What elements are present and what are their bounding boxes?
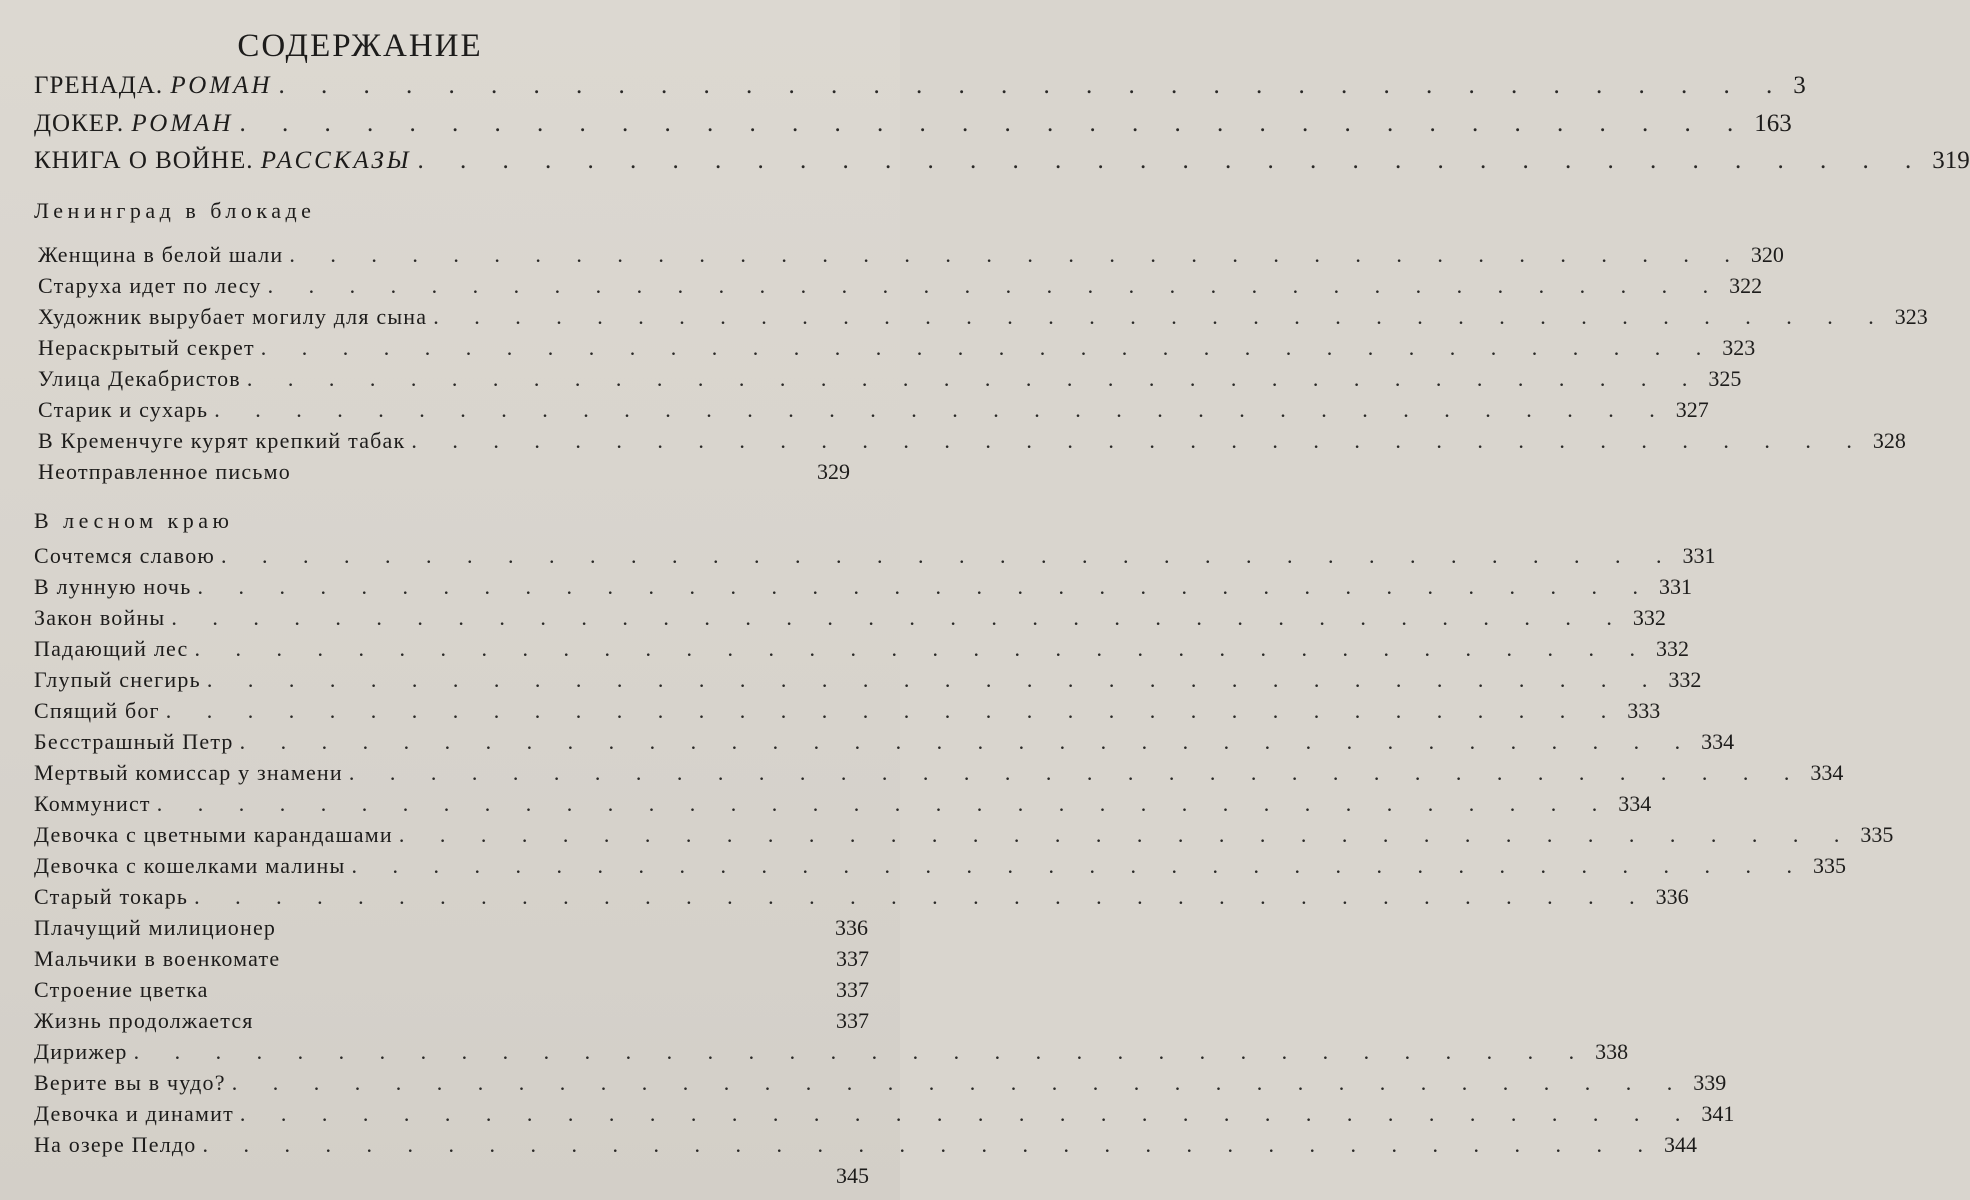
toc-entry: Плачущий милиционер 336 [34, 915, 868, 940]
toc-entry: Бесстрашный Петр . . . . . . . . . . . . . . . . . . . . . . . . . . . . . . . . . . . . 334 [34, 729, 1735, 754]
toc-entry: Верите вы в чудо? . . . . . . . . . . . . . . . . . . . . . . . . . . . . . . . . . . . . 339 [34, 1070, 1727, 1095]
toc-entry: Строение цветка 337 [34, 977, 869, 1002]
toc-entry: Падающий лес . . . . . . . . . . . . . . . . . . . . . . . . . . . . . . . . . . . . 332 [34, 636, 1689, 661]
toc-entry: Закон войны . . . . . . . . . . . . . . . . . . . . . . . . . . . . . . . . . . . . 332 [34, 605, 1666, 630]
page-number: 3 [1793, 72, 1806, 99]
toc-entry: Девочка с кошелками малины . . . . . . . . . . . . . . . . . . . . . . . . . . . . . . . . . . . . 335 [34, 853, 1846, 878]
toc-entry: Мертвый комиссар у знамени . . . . . . . . . . . . . . . . . . . . . . . . . . . . . . . . . . . . 334 [34, 760, 1844, 785]
section-heading: Ленинград в блокаде [34, 198, 316, 223]
toc-entry: Художник вырубает могилу для сына . . . . . . . . . . . . . . . . . . . . . . . . . . . . . . . . . . . . 323 [38, 304, 1928, 329]
toc-entry: Нераскрытый секрет . . . . . . . . . . . . . . . . . . . . . . . . . . . . . . . . . . . . 323 [38, 335, 1756, 360]
toc-entry: Неотправленное письмо 329 [38, 459, 850, 484]
entry-title: ДОКЕР. РОМАН [34, 110, 234, 137]
toc-entry: Девочка и динамит . . . . . . . . . . . . . . . . . . . . . . . . . . . . . . . . . . . . 341 [34, 1101, 1735, 1126]
toc-entry: Старик и сухарь . . . . . . . . . . . . . . . . . . . . . . . . . . . . . . . . . . . . 327 [38, 397, 1709, 422]
toc-entry: Старуха идет по лесу . . . . . . . . . . . . . . . . . . . . . . . . . . . . . . . . . . . . 322 [38, 273, 1763, 298]
toc-entry: Старый токарь . . . . . . . . . . . . . . . . . . . . . . . . . . . . . . . . . . . . 336 [34, 884, 1689, 909]
toc-entry: В Кременчуге курят крепкий табак . . . . . . . . . . . . . . . . . . . . . . . . . . . . . . . . . . . . 328 [38, 428, 1906, 453]
toc-entry: В лунную ночь . . . . . . . . . . . . . . . . . . . . . . . . . . . . . . . . . . . . 331 [34, 574, 1693, 599]
toc-entry: 345 [836, 1163, 869, 1188]
dot-leader: . . . . . . . . . . . . . . . . . . . . . . . . . . . . . . . . . . . . [417, 147, 1927, 174]
toc-entry-kniga [34, 147, 1970, 175]
toc-entry: Жизнь продолжается 337 [34, 1008, 869, 1033]
page-title: СОДЕРЖАНИЕ [237, 28, 483, 64]
toc-entry: Женщина в белой шали . . . . . . . . . . . . . . . . . . . . . . . . . . . . . . . . . . . . 320 [38, 242, 1784, 267]
section-heading: В лесном краю [34, 508, 234, 533]
toc-entry: Глупый снегирь . . . . . . . . . . . . . . . . . . . . . . . . . . . . . . . . . . . . 332 [34, 667, 1702, 692]
page-number: 319 [1932, 147, 1970, 174]
entry-title: ГРЕНАДА. РОМАН [34, 72, 273, 99]
toc-entry-doker [34, 110, 1792, 138]
toc-entry-grenada [34, 72, 1806, 100]
toc-entry: Коммунист . . . . . . . . . . . . . . . . . . . . . . . . . . . . . . . . . . . . 334 [34, 791, 1652, 816]
toc-entry: Дирижер . . . . . . . . . . . . . . . . . . . . . . . . . . . . . . . . . . . . 338 [34, 1039, 1629, 1064]
dot-leader: . . . . . . . . . . . . . . . . . . . . . . . . . . . . . . . . . . . . [239, 110, 1749, 137]
toc-entry: Улица Декабристов . . . . . . . . . . . . . . . . . . . . . . . . . . . . . . . . . . . . 325 [38, 366, 1742, 391]
dot-leader: . . . . . . . . . . . . . . . . . . . . . . . . . . . . . . . . . . . . [278, 72, 1788, 99]
page-number: 163 [1754, 110, 1792, 137]
entry-title: КНИГА О ВОЙНЕ. РАССКАЗЫ [34, 147, 412, 174]
toc-entry: Девочка с цветными карандашами . . . . . . . . . . . . . . . . . . . . . . . . . . . . . . . . . . . . 335 [34, 822, 1894, 847]
toc-entry: Спящий бог . . . . . . . . . . . . . . . . . . . . . . . . . . . . . . . . . . . . 333 [34, 698, 1661, 723]
toc-entry: На озере Пелдо . . . . . . . . . . . . . . . . . . . . . . . . . . . . . . . . . . . . 344 [34, 1132, 1697, 1157]
toc-entry: Мальчики в военкомате 337 [34, 946, 869, 971]
toc-entry: Сочтемся славою . . . . . . . . . . . . . . . . . . . . . . . . . . . . . . . . . . . . 331 [34, 543, 1716, 568]
